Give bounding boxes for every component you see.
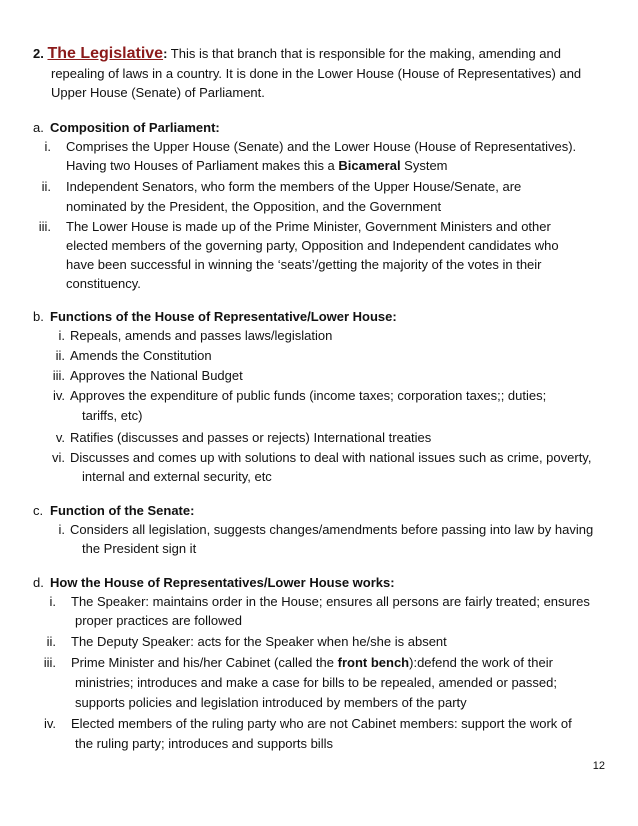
section-a-heading	[33, 118, 220, 137]
section-c-title: Function of the Senate:	[50, 503, 195, 518]
list-item-text: have been successful in winning the ‘seats’/getting the majority of the votes in their	[66, 257, 542, 272]
item-marker: ii.	[46, 634, 56, 649]
heading-line-3: Upper House (Senate) of Parliament.	[51, 85, 265, 100]
item-marker: iv.	[52, 388, 65, 403]
section-a-title: Composition of Parliament:	[50, 120, 220, 135]
list-item-text: Approves the expenditure of public funds (income taxes; corporation taxes;; duties;	[70, 388, 547, 403]
list-item-text: The Deputy Speaker: acts for the Speaker when he/she is absent	[71, 634, 447, 649]
item-marker: iii.	[38, 219, 51, 234]
list-item-text: Independent Senators, who form the members of the Upper House/Senate, are	[66, 179, 522, 194]
list-item-text: The Speaker: maintains order in the House; ensures all persons are fairly treated; ensures	[71, 594, 590, 609]
list-item-text: Ratifies (discusses and passes or rejects) International treaties	[70, 430, 432, 445]
item-marker: i.	[58, 328, 65, 343]
heading-colon: :	[163, 46, 168, 61]
list-item-text: Discusses and comes up with solutions to deal with national issues such as crime, poverty,	[70, 450, 592, 465]
section-d-heading	[33, 573, 395, 592]
bold-term: Bicameral	[338, 158, 401, 173]
list-item-text: Considers all legislation, suggests changes/amendments before passing into law by having	[70, 522, 594, 537]
section-b-title: Functions of the House of Representative/Lower House:	[50, 309, 397, 324]
list-item-text: elected members of the governing party, Opposition and Independent candidates who	[66, 238, 559, 253]
list-item-text: supports policies and legislation introduced by members of the party	[75, 695, 467, 710]
section-c-letter: c.	[33, 503, 44, 518]
heading-line-1: This is that branch that is responsible for the making, amending and	[167, 46, 561, 61]
list-item-text: Repeals, amends and passes laws/legislation	[70, 328, 333, 343]
list-item-text: proper practices are followed	[75, 613, 242, 628]
item-marker: iii.	[52, 368, 65, 383]
list-item-text: internal and external security, etc	[82, 469, 272, 484]
page-number: 12	[592, 760, 605, 772]
section-d-title: How the House of Representatives/Lower House works:	[50, 575, 395, 590]
heading-number: 2.	[33, 46, 44, 61]
section-heading	[33, 44, 613, 63]
heading-line-2: repealing of laws in a country. It is done in the Lower House (House of Representatives) and	[51, 66, 582, 81]
list-item-text	[66, 156, 448, 175]
item-marker: ii.	[55, 348, 65, 363]
list-item-text: Elected members of the ruling party who are not Cabinet members: support the work of	[71, 716, 572, 731]
list-item-text-part: Having two Houses of Parliament makes this a	[66, 158, 339, 173]
item-marker: v.	[55, 430, 65, 445]
item-marker: i.	[44, 139, 51, 154]
section-b-heading	[33, 307, 397, 326]
list-item-text: ministries; introduces and make a case for bills to be repealed, amended or passed;	[75, 675, 557, 690]
list-item-text-part: Prime Minister and his/her Cabinet (called the	[71, 655, 338, 670]
list-item-text: Comprises the Upper House (Senate) and the Lower House (House of Representatives).	[66, 139, 577, 154]
item-marker: ii.	[41, 179, 51, 194]
section-b-letter: b.	[33, 309, 44, 324]
list-item-text	[71, 653, 553, 672]
list-item-text: Amends the Constitution	[70, 348, 212, 363]
list-item-text: tariffs, etc)	[82, 408, 143, 423]
list-item-text: the President sign it	[82, 541, 197, 556]
list-item-text: constituency.	[66, 276, 141, 291]
section-a-letter: a.	[33, 120, 44, 135]
list-item-text-part: System	[400, 158, 448, 173]
item-marker: vi.	[52, 450, 65, 465]
list-item-text: the ruling party; introduces and supports bills	[75, 736, 333, 751]
item-marker: i.	[58, 522, 65, 537]
list-item-text: Approves the National Budget	[70, 368, 243, 383]
heading-title: The Legislative	[47, 45, 164, 62]
section-c-heading	[33, 501, 194, 520]
list-item-text-part: ):defend the work of their	[409, 655, 553, 670]
item-marker: i.	[49, 594, 56, 609]
item-marker: iv.	[43, 716, 56, 731]
list-item-text: nominated by the President, the Opposition, and the Government	[66, 199, 442, 214]
section-d-letter: d.	[33, 575, 44, 590]
item-marker: iii.	[43, 655, 56, 670]
list-item-text: The Lower House is made up of the Prime Minister, Government Ministers and other	[66, 219, 551, 234]
bold-term: front bench	[337, 655, 410, 670]
